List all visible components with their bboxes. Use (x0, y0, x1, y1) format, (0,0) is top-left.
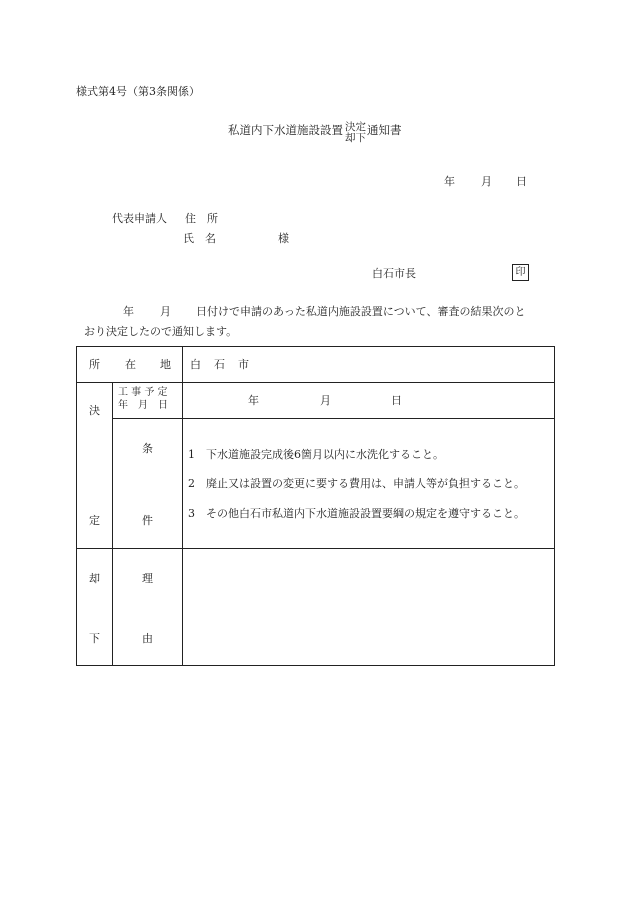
title-prefix: 私道内下水道施設設置 (228, 123, 343, 137)
location-value-char: 市 (238, 358, 249, 371)
rejection-label-top: 却 (89, 572, 100, 585)
condition-text: 廃止又は設置の変更に要する費用は、申請人等が負担すること。 (206, 477, 525, 490)
table-rule (182, 382, 183, 666)
schedule-day: 日 (391, 394, 402, 407)
condition-number: 3 (188, 507, 195, 520)
condition-text: 下水道施設完成後6箇月以内に水洗化すること。 (206, 448, 444, 461)
location-value-char: 石 (214, 358, 225, 371)
date-day-label: 日 (516, 175, 527, 188)
condition-number: 2 (188, 477, 195, 490)
name-label: 氏 名 (183, 232, 216, 245)
date-month-label: 月 (481, 175, 492, 188)
decision-label-bottom: 定 (89, 514, 100, 527)
title-option-stack (345, 122, 366, 143)
reason-label-bottom: 由 (142, 632, 153, 645)
table-rule (112, 418, 555, 419)
honorific-label: 様 (278, 232, 289, 245)
location-label-char: 在 (125, 358, 136, 371)
condition-number: 1 (188, 448, 195, 461)
conditions-label-bottom: 件 (142, 514, 153, 527)
rejection-label-bottom: 下 (89, 632, 100, 645)
conditions-label-top: 条 (142, 442, 153, 455)
condition-text: その他白石市私道内下水道施設設置要綱の規定を遵守すること。 (206, 507, 525, 520)
schedule-year: 年 (248, 394, 259, 407)
table-rule (76, 548, 555, 549)
body-line2: おり決定したので通知します。 (84, 325, 238, 338)
applicant-label: 代表申請人 (112, 212, 167, 225)
location-value-char: 白 (190, 358, 201, 371)
title-option-rejection: 却下 (345, 131, 366, 144)
schedule-label: 工 事 予 定 (118, 387, 168, 398)
schedule-month: 月 (320, 394, 331, 407)
address-label: 住 所 (185, 212, 218, 225)
schedule-date-label: 年 月 日 (118, 400, 168, 411)
location-label-char: 地 (160, 358, 171, 371)
reason-label-top: 理 (142, 572, 153, 585)
table-rule (112, 382, 113, 666)
issuer-title: 白石市長 (372, 267, 416, 280)
date-year-label: 年 (444, 175, 455, 188)
location-label-char: 所 (89, 358, 100, 371)
body-line1: 日付けで申請のあった私道内施設設置について、審査の結果次のと (196, 305, 526, 318)
document-title (228, 125, 343, 137)
title-suffix: 通知書 (367, 123, 402, 137)
decision-label-top: 決 (89, 404, 100, 417)
body-year: 年 (123, 305, 134, 318)
title-option-decision: 決定 (345, 121, 366, 133)
form-number: 様式第4号（第3条関係） (76, 85, 200, 98)
seal-mark: 印 (512, 264, 529, 281)
body-month: 月 (160, 305, 171, 318)
table-rule (182, 346, 183, 383)
table-rule (76, 382, 555, 383)
